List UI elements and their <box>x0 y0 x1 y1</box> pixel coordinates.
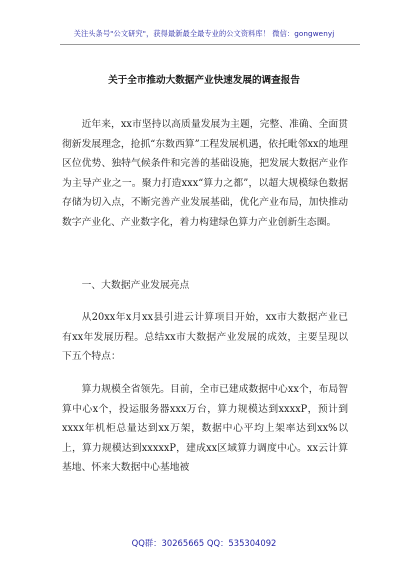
header-promo-note: 关注头条号"公文研究"，获得最新最全最专业的公文资料库！ 微信：gongwenyj <box>73 29 335 38</box>
paragraph-history: 从20xx年x月xx县引进云计算项目开始，xx市大数据产业已有xx年发展历程。总结xx市大数据产业发展的成效，主要呈现以下五个特点： <box>62 312 348 362</box>
header-divider <box>60 44 360 45</box>
paragraph-compute-scale: 算力规模全省领先。目前，全市已建成数据中心xx个，布局智算中心x个，投运服务器xxx万台，算力规模达到xxxxP，预计到xxxx年机柜总量达到xx万架，数据中心平均上架率达到xx%以上，算力规模达到xxxxxP，建成xx区域算力调度中心。xx云计算基地、怀来大数据中心基地被 <box>62 384 348 473</box>
section-heading: 一、大数据产业发展亮点 <box>81 280 190 291</box>
document-title: 关于全市推动大数据产业快速发展的调查报告 <box>108 75 300 86</box>
footer-contact-note: QQ群：30265665 QQ：535304092 <box>131 538 277 548</box>
paragraph-intro: 近年来，xx市坚持以高质量发展为主题，完整、准确、全面贯彻新发展理念，抢抓“东数西算”工程发展机遇，依托毗邻xx的地理区位优势、独特气候条件和完善的基础设施，把发展大数据产业作为主导产业之一。聚力打造xxx“算力之都”，以超大规模绿色数据存储为切入点，不断完善产业发展基础，优化产业布局，加快推动数字产业化、产业数字化，着力构建绿色算力产业创新生态圈。 <box>62 119 348 228</box>
